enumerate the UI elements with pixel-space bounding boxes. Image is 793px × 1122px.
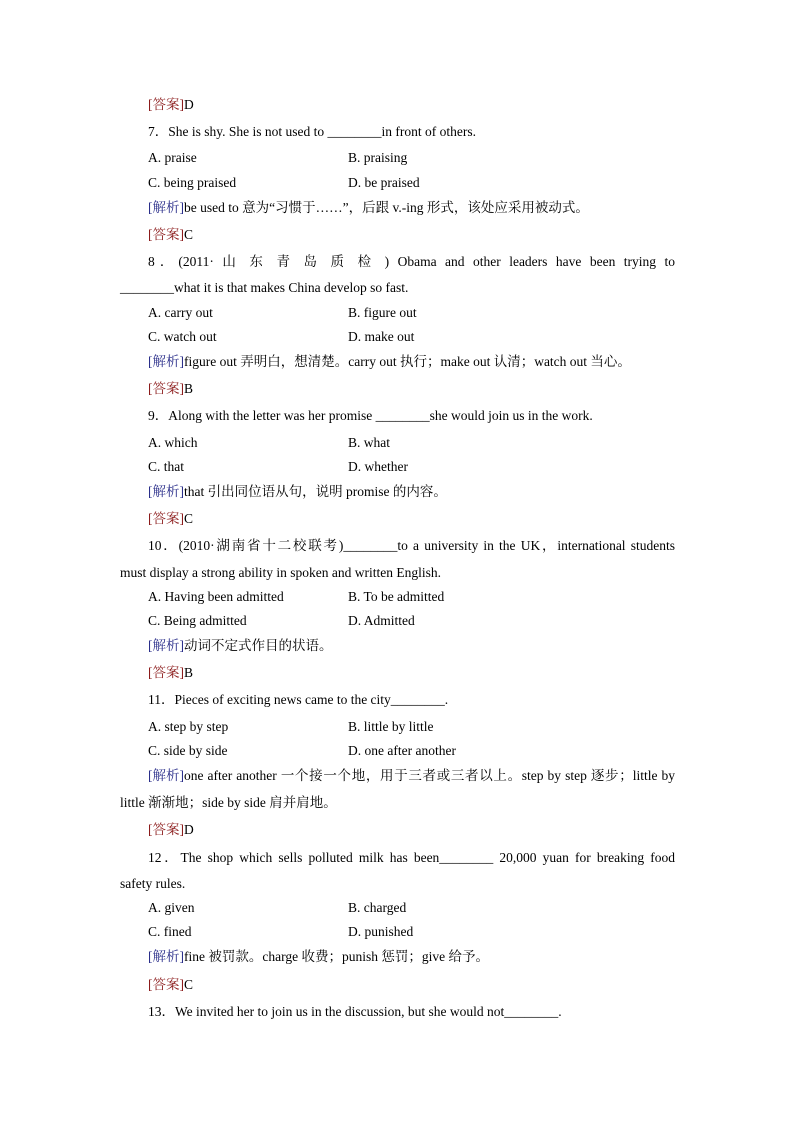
- answer-value: C: [184, 227, 194, 242]
- analysis-tag: [解析]: [148, 354, 184, 369]
- answer-tag: [答案]: [148, 381, 184, 396]
- option-c: C. fined: [148, 924, 192, 939]
- answer-value: B: [184, 665, 194, 680]
- answer-tag: [答案]: [148, 665, 184, 680]
- analysis-tag: [解析]: [148, 768, 184, 783]
- option-a: A. which: [148, 435, 198, 450]
- answer-value: C: [184, 511, 194, 526]
- option-d: D. make out: [348, 329, 415, 344]
- option-c: C. that: [148, 459, 184, 474]
- option-b: B. little by little: [348, 719, 434, 734]
- answer-value: B: [184, 381, 194, 396]
- answer-tag: [答案]: [148, 511, 184, 526]
- answer-line: [148, 226, 193, 244]
- option-d: D. punished: [348, 924, 414, 939]
- analysis-line: [148, 199, 589, 217]
- question-12-continued: safety rules.: [120, 876, 186, 891]
- analysis-line: [148, 353, 631, 371]
- answer-line: [148, 96, 194, 114]
- analysis-tag: [解析]: [148, 638, 184, 653]
- analysis-line: [148, 483, 447, 501]
- option-a: A. Having been admitted: [148, 589, 284, 604]
- question-13: 13．We invited her to join us in the discussion, but she would not________.: [148, 1004, 562, 1019]
- analysis-text: that 引出同位语从句，说明 promise 的内容。: [184, 484, 447, 499]
- analysis-text: figure out 弄明白，想清楚。carry out 执行；make out 认清；watch out 当心。: [184, 354, 631, 369]
- analysis-tag: [解析]: [148, 484, 184, 499]
- option-b: B. figure out: [348, 305, 417, 320]
- analysis-tag: [解析]: [148, 200, 184, 215]
- question-10: 10．(2010·湖南省十二校联考)________to a university in the UK，international students: [148, 538, 675, 553]
- option-d: D. Admitted: [348, 613, 415, 628]
- question-9: 9．Along with the letter was her promise ________she would join us in the work.: [148, 408, 593, 423]
- answer-line: [148, 510, 193, 528]
- option-c: C. Being admitted: [148, 613, 247, 628]
- analysis-line: [148, 948, 489, 966]
- answer-line: [148, 976, 193, 994]
- question-11: 11．Pieces of exciting news came to the city________.: [148, 692, 449, 707]
- answer-line: [148, 664, 193, 682]
- analysis-text: be used to 意为“习惯于……”，后跟 v.-ing 形式，该处应采用被动式。: [184, 200, 589, 215]
- question-7: 7．She is shy. She is not used to ________in front of others.: [148, 124, 476, 139]
- answer-value: D: [184, 822, 194, 837]
- option-d: D. one after another: [348, 743, 456, 758]
- option-c: C. watch out: [148, 329, 217, 344]
- analysis-text: fine 被罚款。charge 收费；punish 惩罚；give 给予。: [184, 949, 489, 964]
- question-8: 8．(2011· 山 东 青 岛 质 检 ) Obama and other leaders have been trying to: [148, 254, 675, 269]
- answer-value: D: [184, 97, 194, 112]
- answer-line: [148, 380, 193, 398]
- analysis-line: [148, 767, 675, 785]
- option-d: D. be praised: [348, 175, 420, 190]
- answer-tag: [答案]: [148, 977, 184, 992]
- option-a: A. step by step: [148, 719, 229, 734]
- answer-value: C: [184, 977, 194, 992]
- option-a: A. given: [148, 900, 195, 915]
- option-b: B. what: [348, 435, 390, 450]
- analysis-text: one after another 一个接一个地，用于三者或三者以上。step by step 逐步；little by: [184, 768, 675, 783]
- analysis-continued: little 渐渐地；side by side 肩并肩地。: [120, 795, 337, 810]
- option-c: C. being praised: [148, 175, 237, 190]
- analysis-line: [148, 637, 333, 655]
- answer-tag: [答案]: [148, 227, 184, 242]
- answer-line: [148, 821, 194, 839]
- option-b: B. praising: [348, 150, 408, 165]
- question-12: 12．The shop which sells polluted milk has been________ 20,000 yuan for breaking food: [148, 850, 675, 865]
- question-8-continued: ________what it is that makes China develop so fast.: [120, 280, 409, 295]
- option-b: B. To be admitted: [348, 589, 445, 604]
- analysis-text: 动词不定式作目的状语。: [184, 638, 333, 653]
- option-a: A. carry out: [148, 305, 213, 320]
- analysis-tag: [解析]: [148, 949, 184, 964]
- option-b: B. charged: [348, 900, 407, 915]
- answer-tag: [答案]: [148, 822, 184, 837]
- option-d: D. whether: [348, 459, 408, 474]
- option-a: A. praise: [148, 150, 197, 165]
- question-10-continued: must display a strong ability in spoken and written English.: [120, 565, 441, 580]
- option-c: C. side by side: [148, 743, 228, 758]
- answer-tag: [答案]: [148, 97, 184, 112]
